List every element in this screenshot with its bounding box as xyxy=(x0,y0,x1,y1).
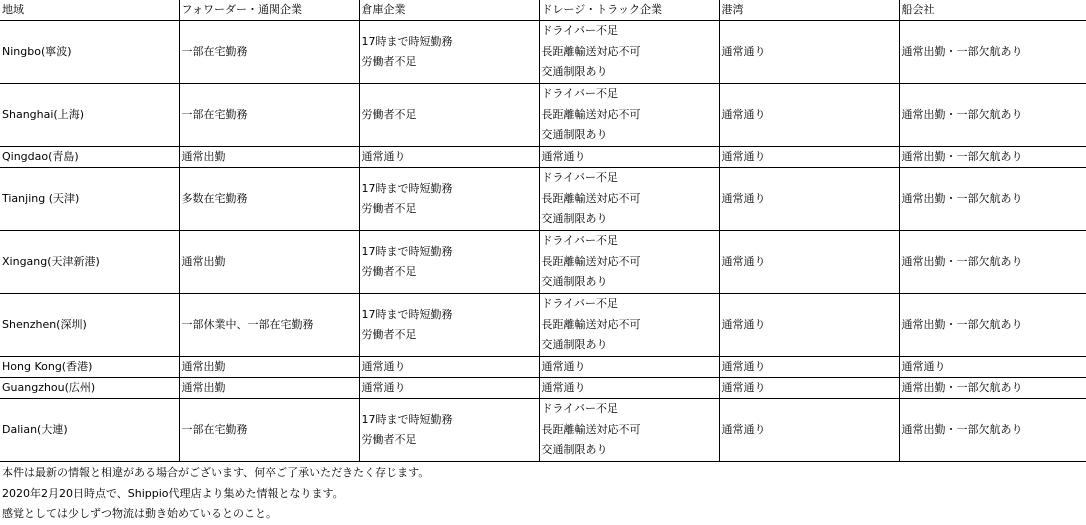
trucking-line: ドライバー不足 xyxy=(541,297,618,311)
trucking-cell: 通常通り xyxy=(539,357,719,378)
carrier-cell: 通常通り xyxy=(899,357,1086,378)
port-cell: 通常通り xyxy=(719,378,899,399)
carrier-cell: 通常出勤・一部欠航あり xyxy=(899,294,1086,357)
trucking-line: 交通制限あり xyxy=(541,443,608,457)
warehouse-cell: 通常通り xyxy=(359,147,539,168)
warehouse-cell xyxy=(359,84,539,147)
region-cell: Qingdao(青島) xyxy=(0,147,179,168)
warehouse-line: 労働者不足 xyxy=(361,328,417,341)
note-line: 感覚としては少しずつ物流は動き始めているとのこと。 xyxy=(2,507,277,520)
warehouse-line: 17時まで時短勤務 xyxy=(361,412,453,426)
port-cell: 通常通り xyxy=(719,231,899,294)
warehouse-line: 17時まで時短勤務 xyxy=(361,244,453,258)
carrier-cell: 通常出勤・一部欠航あり xyxy=(899,231,1086,294)
carrier-cell: 通常出勤・一部欠航あり xyxy=(899,147,1086,168)
table-row xyxy=(0,231,1086,294)
header-cell: 港湾 xyxy=(719,0,899,21)
carrier-cell: 通常出勤・一部欠航あり xyxy=(899,21,1086,84)
header-cell: 倉庫企業 xyxy=(359,0,539,21)
trucking-line: ドライバー不足 xyxy=(541,24,618,38)
warehouse-line: 労働者不足 xyxy=(361,202,417,215)
notes xyxy=(2,463,429,525)
port-cell: 通常通り xyxy=(719,399,899,462)
region-cell: Hong Kong(香港) xyxy=(0,357,179,378)
warehouse-cell: 通常通り xyxy=(359,378,539,399)
trucking-cell xyxy=(539,294,719,357)
warehouse-cell xyxy=(359,231,539,294)
carrier-cell: 通常出勤・一部欠航あり xyxy=(899,378,1086,399)
table-row xyxy=(0,378,1086,399)
warehouse-line: 17時まで時短勤務 xyxy=(361,307,453,321)
trucking-cell xyxy=(539,84,719,147)
region-cell: Guangzhou(広州) xyxy=(0,378,179,399)
table-row xyxy=(0,399,1086,462)
forwarder-cell: 通常出勤 xyxy=(179,378,359,399)
header-cell: ドレージ・トラック企業 xyxy=(539,0,719,21)
port-cell: 通常通り xyxy=(719,168,899,231)
carrier-cell: 通常出勤・一部欠航あり xyxy=(899,168,1086,231)
warehouse-cell xyxy=(359,168,539,231)
region-cell: Tianjing (天津) xyxy=(0,168,179,231)
trucking-cell xyxy=(539,399,719,462)
table-row xyxy=(0,357,1086,378)
port-cell: 通常通り xyxy=(719,294,899,357)
trucking-cell: 通常通り xyxy=(539,378,719,399)
table-row xyxy=(0,168,1086,231)
port-cell: 通常通り xyxy=(719,147,899,168)
note-line: 2020年2月20日時点で、Shippio代理店より集めた情報となります。 xyxy=(2,486,344,500)
region-cell: Ningbo(寧波) xyxy=(0,21,179,84)
carrier-cell: 通常出勤・一部欠航あり xyxy=(899,399,1086,462)
region-cell: Dalian(大連) xyxy=(0,399,179,462)
region-cell: Shanghai(上海) xyxy=(0,84,179,147)
carrier-cell: 通常出勤・一部欠航あり xyxy=(899,84,1086,147)
forwarder-cell: 一部在宅勤務 xyxy=(179,21,359,84)
warehouse-line: 17時まで時短勤務 xyxy=(361,34,453,48)
trucking-line: 交通制限あり xyxy=(541,212,608,226)
trucking-line: 長距離輸送対応不可 xyxy=(541,191,641,205)
forwarder-cell: 通常出勤 xyxy=(179,357,359,378)
forwarder-cell: 通常出勤 xyxy=(179,231,359,294)
forwarder-cell: 一部休業中、一部在宅勤務 xyxy=(179,294,359,357)
trucking-line: ドライバー不足 xyxy=(541,234,618,248)
header-row xyxy=(0,0,1086,21)
forwarder-cell: 一部在宅勤務 xyxy=(179,399,359,462)
header-cell: 船会社 xyxy=(899,0,1086,21)
forwarder-cell: 通常出勤 xyxy=(179,147,359,168)
forwarder-cell: 一部在宅勤務 xyxy=(179,84,359,147)
table-row xyxy=(0,294,1086,357)
trucking-line: 長距離輸送対応不可 xyxy=(541,107,641,121)
trucking-line: 長距離輸送対応不可 xyxy=(541,317,641,331)
port-cell: 通常通り xyxy=(719,357,899,378)
trucking-cell xyxy=(539,21,719,84)
header-cell: フォワーダー・通関企業 xyxy=(179,0,359,21)
region-cell: Xingang(天津新港) xyxy=(0,231,179,294)
trucking-line: 長距離輸送対応不可 xyxy=(541,254,641,268)
warehouse-cell xyxy=(359,294,539,357)
table-row xyxy=(0,147,1086,168)
trucking-cell xyxy=(539,168,719,231)
trucking-line: 長距離輸送対応不可 xyxy=(541,422,641,436)
trucking-line: 長距離輸送対応不可 xyxy=(541,44,641,58)
warehouse-cell: 通常通り xyxy=(359,357,539,378)
warehouse-cell xyxy=(359,21,539,84)
port-cell: 通常通り xyxy=(719,84,899,147)
trucking-line: 交通制限あり xyxy=(541,65,608,79)
trucking-line: ドライバー不足 xyxy=(541,402,618,416)
warehouse-cell xyxy=(359,399,539,462)
header-cell: 地域 xyxy=(0,0,179,21)
trucking-line: 交通制限あり xyxy=(541,128,608,142)
trucking-line: ドライバー不足 xyxy=(541,171,618,185)
warehouse-line: 労働者不足 xyxy=(361,433,417,446)
trucking-cell xyxy=(539,231,719,294)
warehouse-line: 労働者不足 xyxy=(361,107,417,121)
port-cell: 通常通り xyxy=(719,21,899,84)
trucking-line: ドライバー不足 xyxy=(541,87,618,101)
table-row xyxy=(0,21,1086,84)
trucking-line: 交通制限あり xyxy=(541,275,608,289)
warehouse-line: 労働者不足 xyxy=(361,55,417,68)
trucking-cell: 通常通り xyxy=(539,147,719,168)
warehouse-line: 17時まで時短勤務 xyxy=(361,181,453,195)
table-row xyxy=(0,84,1086,147)
trucking-line: 交通制限あり xyxy=(541,338,608,352)
note-line: 本件は最新の情報と相違がある場合がございます、何卒ご了承いただきたく存じます。 xyxy=(2,466,430,479)
warehouse-line: 労働者不足 xyxy=(361,265,417,278)
region-cell: Shenzhen(深圳) xyxy=(0,294,179,357)
forwarder-cell: 多数在宅勤務 xyxy=(179,168,359,231)
